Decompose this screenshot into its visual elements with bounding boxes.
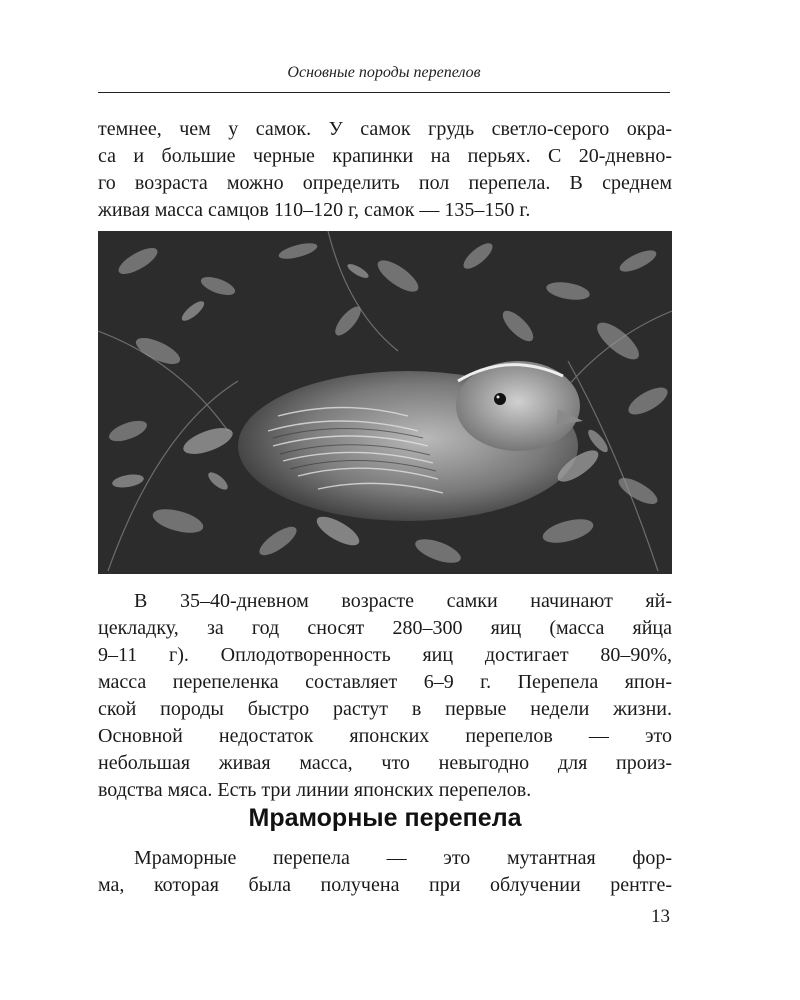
paragraph-marble-quail	[98, 845, 672, 899]
paragraph-egg-laying	[98, 588, 672, 804]
text-line: масса перепеленка составляет 6–9 г. Перепела япон-	[98, 671, 672, 693]
text-line: ской породы быстро растут в первые недели жизни.	[98, 698, 672, 720]
paragraph-intro	[98, 116, 672, 224]
text-line: са и большие черные крапинки на перьях. С 20-дневно-	[98, 145, 672, 167]
section-heading: Мраморные перепела	[248, 804, 522, 832]
text-line: цекладку, за год сносят 280–300 яиц (масса яйца	[98, 617, 672, 639]
text-line: го возраста можно определить пол перепела. В среднем	[98, 172, 672, 194]
text-line: Мраморные перепела — это мутантная фор-	[134, 847, 672, 869]
text-line: небольшая живая масса, что невыгодно для произ-	[98, 752, 672, 774]
text-line: Основной недостаток японских перепелов — это	[98, 725, 672, 747]
text-line: темнее, чем у самок. У самок грудь светло-серого окра-	[98, 118, 672, 140]
page-number: 13	[651, 906, 670, 927]
header-rule	[98, 92, 670, 93]
text-line: живая масса самцов 110–120 г, самок — 135–150 г.	[98, 199, 531, 221]
text-line: 9–11 г). Оплодотворенность яиц достигает 80–90%,	[98, 644, 672, 666]
quail-photo-icon	[98, 231, 672, 574]
running-header: Основные породы перепелов	[287, 64, 481, 81]
text-line: ма, которая была получена при облучении рентге-	[98, 874, 672, 896]
text-line: водства мяса. Есть три линии японских перепелов.	[98, 779, 532, 801]
text-line: В 35–40-дневном возрасте самки начинают яй-	[134, 590, 672, 612]
